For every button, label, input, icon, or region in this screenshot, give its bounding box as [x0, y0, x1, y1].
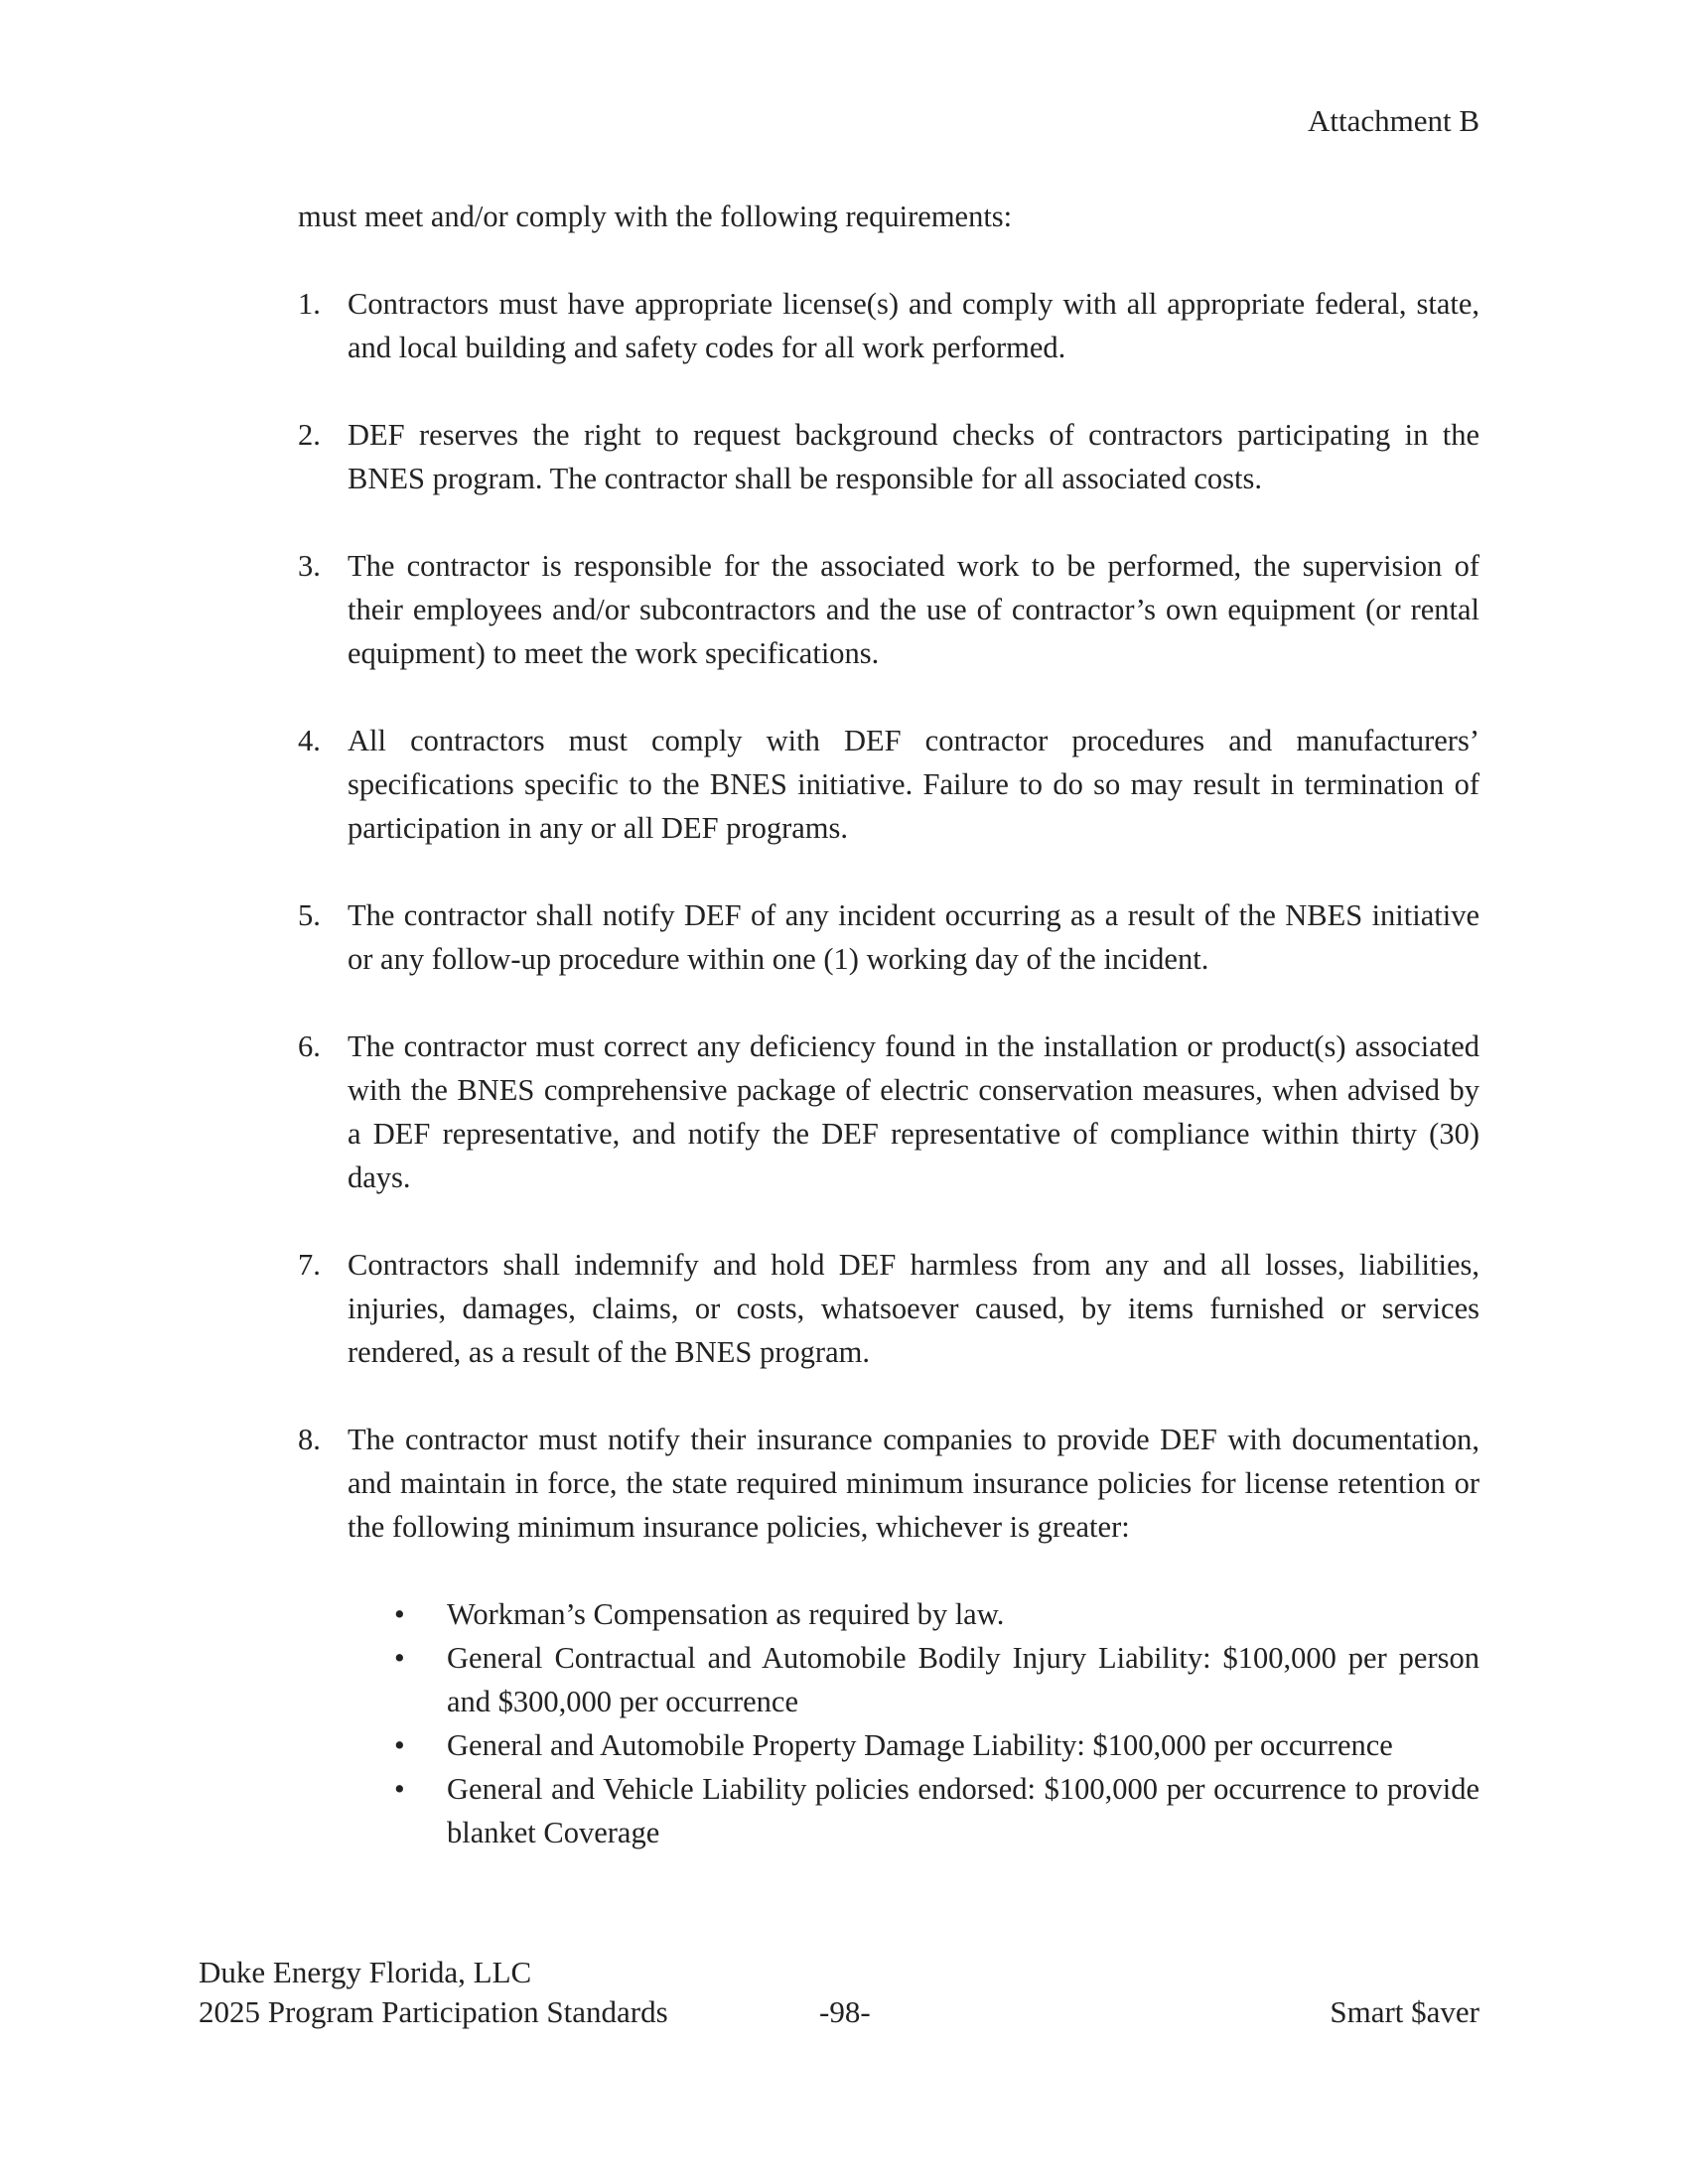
requirement-item	[298, 1243, 1479, 1374]
requirement-item	[298, 893, 1479, 981]
page-number: -98-	[819, 1994, 871, 2029]
insurance-text: General Contractual and Automobile Bodily Injury Liability: $100,000 per person and $300,000 per occurrence	[447, 1641, 1479, 1718]
requirement-number: 1.	[298, 287, 321, 321]
requirement-text: The contractor shall notify DEF of any incident occurring as a result of the NBES initiative or any follow-up procedure within one (1) working day of the incident.	[348, 898, 1479, 976]
requirement-number: 7.	[298, 1248, 321, 1282]
insurance-text: General and Automobile Property Damage Liability: $100,000 per occurrence	[447, 1728, 1393, 1762]
requirement-text: DEF reserves the right to request background checks of contractors participating in the BNES program. The contractor shall be responsible for all associated costs.	[348, 418, 1479, 495]
requirement-item	[298, 719, 1479, 850]
insurance-item	[298, 1767, 1479, 1854]
requirement-number: 8.	[298, 1423, 321, 1456]
requirement-text: Contractors must have appropriate license(s) and comply with all appropriate federal, state, and local building and safety codes for all work performed.	[348, 287, 1479, 364]
requirement-number: 6.	[298, 1029, 321, 1063]
requirement-number: 3.	[298, 549, 321, 583]
requirement-text: Contractors shall indemnify and hold DEF harmless from any and all losses, liabilities, injuries, damages, claims, or costs, whatsoever caused, by items furnished or services rendered, as a result of the BNES program.	[348, 1248, 1479, 1369]
requirement-text: The contractor must notify their insurance companies to provide DEF with documentation, and maintain in force, the state required minimum insurance policies for license retention or the following minimum insurance policies, whichever is greater:	[348, 1423, 1479, 1544]
bullet-icon: •	[394, 1728, 405, 1762]
body-text	[298, 195, 1479, 1854]
requirement-text: The contractor must correct any deficiency found in the installation or product(s) associated with the BNES comprehensive package of electric conservation measures, when advised by a DEF representative, and notify the DEF representative of compliance within thirty (30) days.	[348, 1029, 1479, 1194]
requirement-item	[298, 413, 1479, 500]
requirement-item	[298, 1418, 1479, 1549]
requirement-item	[298, 282, 1479, 369]
intro-text: must meet and/or comply with the following requirements:	[298, 200, 1013, 233]
requirement-number: 4.	[298, 724, 321, 757]
requirement-item	[298, 1024, 1479, 1199]
requirements-list	[298, 282, 1479, 1549]
bullet-icon: •	[394, 1641, 405, 1675]
footer-company: Duke Energy Florida, LLC	[199, 1955, 532, 1989]
requirement-text: All contractors must comply with DEF contractor procedures and manufacturers’ specifications specific to the BNES initiative. Failure to do so may result in termination of participation in any or all DEF programs.	[348, 724, 1479, 845]
requirement-text: The contractor is responsible for the associated work to be performed, the supervision of their employees and/or subcontractors and the use of contractor’s own equipment (or rental equipment) to meet the work specifications.	[348, 549, 1479, 670]
footer-program-name: Smart $aver	[1330, 1994, 1479, 2029]
insurance-item	[298, 1636, 1479, 1723]
footer-row	[199, 1992, 1479, 2032]
page-footer	[199, 1953, 1479, 2032]
insurance-item	[298, 1592, 1479, 1636]
insurance-text: General and Vehicle Liability policies endorsed: $100,000 per occurrence to provide blanket Coverage	[447, 1772, 1479, 1849]
requirement-item	[298, 544, 1479, 675]
requirement-number: 5.	[298, 898, 321, 932]
attachment-label: Attachment B	[1307, 103, 1479, 138]
insurance-text: Workman’s Compensation as required by law.	[447, 1597, 1005, 1631]
insurance-item	[298, 1723, 1479, 1767]
requirement-number: 2.	[298, 418, 321, 452]
footer-document-title: 2025 Program Participation Standards	[199, 1994, 668, 2029]
insurance-list	[298, 1592, 1479, 1854]
bullet-icon: •	[394, 1772, 405, 1806]
bullet-icon: •	[394, 1597, 405, 1631]
